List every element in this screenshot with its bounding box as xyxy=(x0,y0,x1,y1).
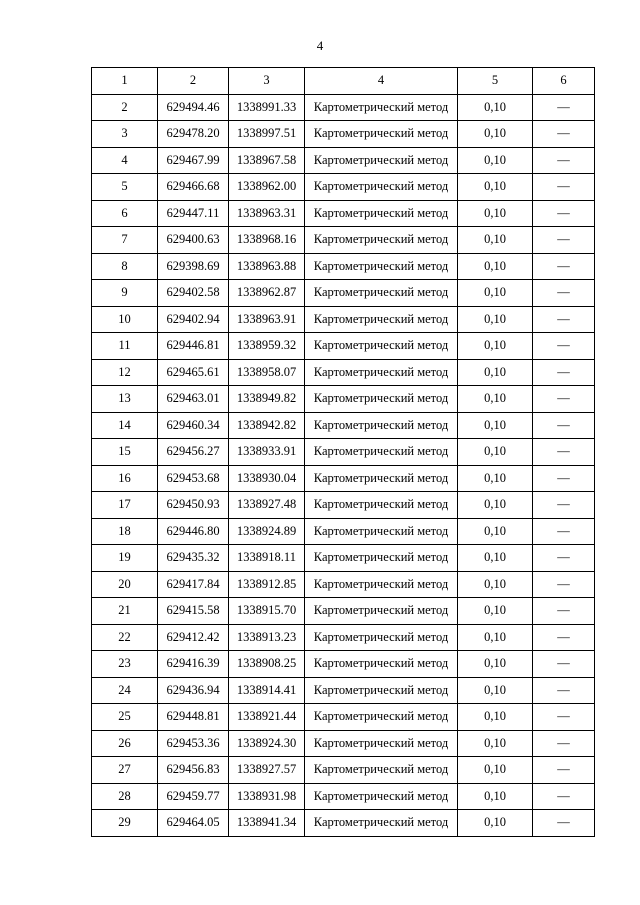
x-coordinate-cell: 629416.39 xyxy=(158,651,229,678)
x-coordinate-cell: 629456.83 xyxy=(158,757,229,784)
table-row xyxy=(92,227,595,254)
table-row xyxy=(92,598,595,625)
accuracy-cell: 0,10 xyxy=(458,492,533,519)
method-cell: Картометрический метод xyxy=(305,227,458,254)
accuracy-cell: 0,10 xyxy=(458,412,533,439)
y-coordinate-cell: 1338962.00 xyxy=(229,174,305,201)
x-coordinate-cell: 629435.32 xyxy=(158,545,229,572)
method-cell: Картометрический метод xyxy=(305,545,458,572)
accuracy-cell: 0,10 xyxy=(458,465,533,492)
method-cell: Картометрический метод xyxy=(305,333,458,360)
table-row xyxy=(92,121,595,148)
method-cell: Картометрический метод xyxy=(305,147,458,174)
accuracy-cell: 0,10 xyxy=(458,174,533,201)
method-cell: Картометрический метод xyxy=(305,280,458,307)
table-row xyxy=(92,757,595,784)
table-row xyxy=(92,333,595,360)
point-number-cell: 28 xyxy=(92,783,158,810)
accuracy-cell: 0,10 xyxy=(458,306,533,333)
method-cell: Картометрический метод xyxy=(305,253,458,280)
x-coordinate-cell: 629478.20 xyxy=(158,121,229,148)
method-cell: Картометрический метод xyxy=(305,492,458,519)
y-coordinate-cell: 1338959.32 xyxy=(229,333,305,360)
table-row xyxy=(92,94,595,121)
table-row xyxy=(92,465,595,492)
method-cell: Картометрический метод xyxy=(305,571,458,598)
x-coordinate-cell: 629398.69 xyxy=(158,253,229,280)
x-coordinate-cell: 629446.80 xyxy=(158,518,229,545)
table-row xyxy=(92,545,595,572)
accuracy-cell: 0,10 xyxy=(458,810,533,837)
table-row xyxy=(92,359,595,386)
description-cell: — xyxy=(533,306,595,333)
description-cell: — xyxy=(533,704,595,731)
y-coordinate-cell: 1338962.87 xyxy=(229,280,305,307)
x-coordinate-cell: 629448.81 xyxy=(158,704,229,731)
description-cell: — xyxy=(533,386,595,413)
description-cell: — xyxy=(533,227,595,254)
table-row xyxy=(92,412,595,439)
description-cell: — xyxy=(533,333,595,360)
x-coordinate-cell: 629467.99 xyxy=(158,147,229,174)
point-number-cell: 9 xyxy=(92,280,158,307)
x-coordinate-cell: 629463.01 xyxy=(158,386,229,413)
point-number-cell: 17 xyxy=(92,492,158,519)
description-cell: — xyxy=(533,174,595,201)
x-coordinate-cell: 629456.27 xyxy=(158,439,229,466)
y-coordinate-cell: 1338931.98 xyxy=(229,783,305,810)
description-cell: — xyxy=(533,439,595,466)
description-cell: — xyxy=(533,465,595,492)
header-cell: 2 xyxy=(158,68,229,95)
y-coordinate-cell: 1338949.82 xyxy=(229,386,305,413)
y-coordinate-cell: 1338927.57 xyxy=(229,757,305,784)
method-cell: Картометрический метод xyxy=(305,757,458,784)
y-coordinate-cell: 1338968.16 xyxy=(229,227,305,254)
description-cell: — xyxy=(533,280,595,307)
point-number-cell: 11 xyxy=(92,333,158,360)
point-number-cell: 15 xyxy=(92,439,158,466)
y-coordinate-cell: 1338915.70 xyxy=(229,598,305,625)
description-cell: — xyxy=(533,598,595,625)
y-coordinate-cell: 1338913.23 xyxy=(229,624,305,651)
accuracy-cell: 0,10 xyxy=(458,598,533,625)
y-coordinate-cell: 1338930.04 xyxy=(229,465,305,492)
table-row xyxy=(92,677,595,704)
x-coordinate-cell: 629415.58 xyxy=(158,598,229,625)
method-cell: Картометрический метод xyxy=(305,359,458,386)
accuracy-cell: 0,10 xyxy=(458,147,533,174)
accuracy-cell: 0,10 xyxy=(458,439,533,466)
method-cell: Картометрический метод xyxy=(305,439,458,466)
description-cell: — xyxy=(533,757,595,784)
y-coordinate-cell: 1338921.44 xyxy=(229,704,305,731)
header-cell: 4 xyxy=(305,68,458,95)
accuracy-cell: 0,10 xyxy=(458,280,533,307)
y-coordinate-cell: 1338963.31 xyxy=(229,200,305,227)
point-number-cell: 27 xyxy=(92,757,158,784)
y-coordinate-cell: 1338924.89 xyxy=(229,518,305,545)
description-cell: — xyxy=(533,518,595,545)
y-coordinate-cell: 1338941.34 xyxy=(229,810,305,837)
header-cell: 3 xyxy=(229,68,305,95)
point-number-cell: 25 xyxy=(92,704,158,731)
x-coordinate-cell: 629459.77 xyxy=(158,783,229,810)
point-number-cell: 20 xyxy=(92,571,158,598)
y-coordinate-cell: 1338912.85 xyxy=(229,571,305,598)
method-cell: Картометрический метод xyxy=(305,174,458,201)
method-cell: Картометрический метод xyxy=(305,200,458,227)
accuracy-cell: 0,10 xyxy=(458,200,533,227)
accuracy-cell: 0,10 xyxy=(458,518,533,545)
table-row xyxy=(92,492,595,519)
accuracy-cell: 0,10 xyxy=(458,227,533,254)
y-coordinate-cell: 1338942.82 xyxy=(229,412,305,439)
accuracy-cell: 0,10 xyxy=(458,359,533,386)
point-number-cell: 24 xyxy=(92,677,158,704)
method-cell: Картометрический метод xyxy=(305,598,458,625)
accuracy-cell: 0,10 xyxy=(458,677,533,704)
y-coordinate-cell: 1338963.88 xyxy=(229,253,305,280)
table-row xyxy=(92,174,595,201)
y-coordinate-cell: 1338958.07 xyxy=(229,359,305,386)
accuracy-cell: 0,10 xyxy=(458,253,533,280)
description-cell: — xyxy=(533,412,595,439)
accuracy-cell: 0,10 xyxy=(458,333,533,360)
x-coordinate-cell: 629400.63 xyxy=(158,227,229,254)
description-cell: — xyxy=(533,147,595,174)
method-cell: Картометрический метод xyxy=(305,783,458,810)
table-row xyxy=(92,306,595,333)
table-row xyxy=(92,651,595,678)
page-number: 4 xyxy=(316,38,324,53)
method-cell: Картометрический метод xyxy=(305,94,458,121)
description-cell: — xyxy=(533,651,595,678)
y-coordinate-cell: 1338933.91 xyxy=(229,439,305,466)
table-row xyxy=(92,147,595,174)
description-cell: — xyxy=(533,624,595,651)
accuracy-cell: 0,10 xyxy=(458,730,533,757)
x-coordinate-cell: 629450.93 xyxy=(158,492,229,519)
coordinates-table xyxy=(91,67,595,837)
description-cell: — xyxy=(533,545,595,572)
x-coordinate-cell: 629494.46 xyxy=(158,94,229,121)
point-number-cell: 2 xyxy=(92,94,158,121)
accuracy-cell: 0,10 xyxy=(458,783,533,810)
method-cell: Картометрический метод xyxy=(305,386,458,413)
point-number-cell: 26 xyxy=(92,730,158,757)
accuracy-cell: 0,10 xyxy=(458,94,533,121)
description-cell: — xyxy=(533,94,595,121)
x-coordinate-cell: 629460.34 xyxy=(158,412,229,439)
accuracy-cell: 0,10 xyxy=(458,121,533,148)
table-body xyxy=(92,94,595,836)
accuracy-cell: 0,10 xyxy=(458,386,533,413)
y-coordinate-cell: 1338908.25 xyxy=(229,651,305,678)
point-number-cell: 22 xyxy=(92,624,158,651)
x-coordinate-cell: 629412.42 xyxy=(158,624,229,651)
point-number-cell: 4 xyxy=(92,147,158,174)
description-cell: — xyxy=(533,121,595,148)
accuracy-cell: 0,10 xyxy=(458,545,533,572)
x-coordinate-cell: 629464.05 xyxy=(158,810,229,837)
point-number-cell: 14 xyxy=(92,412,158,439)
x-coordinate-cell: 629417.84 xyxy=(158,571,229,598)
point-number-cell: 12 xyxy=(92,359,158,386)
description-cell: — xyxy=(533,677,595,704)
x-coordinate-cell: 629402.58 xyxy=(158,280,229,307)
table-row xyxy=(92,571,595,598)
header-cell: 1 xyxy=(92,68,158,95)
table-row xyxy=(92,704,595,731)
method-cell: Картометрический метод xyxy=(305,704,458,731)
point-number-cell: 19 xyxy=(92,545,158,572)
method-cell: Картометрический метод xyxy=(305,306,458,333)
table-row xyxy=(92,253,595,280)
table-row xyxy=(92,280,595,307)
table-row xyxy=(92,200,595,227)
y-coordinate-cell: 1338927.48 xyxy=(229,492,305,519)
point-number-cell: 6 xyxy=(92,200,158,227)
method-cell: Картометрический метод xyxy=(305,465,458,492)
x-coordinate-cell: 629466.68 xyxy=(158,174,229,201)
x-coordinate-cell: 629436.94 xyxy=(158,677,229,704)
table-row xyxy=(92,783,595,810)
method-cell: Картометрический метод xyxy=(305,412,458,439)
description-cell: — xyxy=(533,200,595,227)
method-cell: Картометрический метод xyxy=(305,121,458,148)
table-row xyxy=(92,624,595,651)
table-row xyxy=(92,518,595,545)
description-cell: — xyxy=(533,783,595,810)
x-coordinate-cell: 629453.68 xyxy=(158,465,229,492)
table-row xyxy=(92,730,595,757)
description-cell: — xyxy=(533,730,595,757)
point-number-cell: 10 xyxy=(92,306,158,333)
x-coordinate-cell: 629453.36 xyxy=(158,730,229,757)
point-number-cell: 7 xyxy=(92,227,158,254)
y-coordinate-cell: 1338918.11 xyxy=(229,545,305,572)
accuracy-cell: 0,10 xyxy=(458,704,533,731)
description-cell: — xyxy=(533,253,595,280)
point-number-cell: 23 xyxy=(92,651,158,678)
accuracy-cell: 0,10 xyxy=(458,571,533,598)
x-coordinate-cell: 629446.81 xyxy=(158,333,229,360)
x-coordinate-cell: 629447.11 xyxy=(158,200,229,227)
y-coordinate-cell: 1338991.33 xyxy=(229,94,305,121)
table-row xyxy=(92,386,595,413)
y-coordinate-cell: 1338914.41 xyxy=(229,677,305,704)
method-cell: Картометрический метод xyxy=(305,518,458,545)
point-number-cell: 18 xyxy=(92,518,158,545)
point-number-cell: 8 xyxy=(92,253,158,280)
description-cell: — xyxy=(533,571,595,598)
description-cell: — xyxy=(533,492,595,519)
method-cell: Картометрический метод xyxy=(305,810,458,837)
method-cell: Картометрический метод xyxy=(305,624,458,651)
point-number-cell: 5 xyxy=(92,174,158,201)
y-coordinate-cell: 1338967.58 xyxy=(229,147,305,174)
table-row xyxy=(92,810,595,837)
accuracy-cell: 0,10 xyxy=(458,651,533,678)
y-coordinate-cell: 1338924.30 xyxy=(229,730,305,757)
description-cell: — xyxy=(533,359,595,386)
method-cell: Картометрический метод xyxy=(305,651,458,678)
y-coordinate-cell: 1338963.91 xyxy=(229,306,305,333)
x-coordinate-cell: 629402.94 xyxy=(158,306,229,333)
table-header-row xyxy=(92,68,595,95)
point-number-cell: 21 xyxy=(92,598,158,625)
method-cell: Картометрический метод xyxy=(305,677,458,704)
point-number-cell: 16 xyxy=(92,465,158,492)
accuracy-cell: 0,10 xyxy=(458,757,533,784)
method-cell: Картометрический метод xyxy=(305,730,458,757)
accuracy-cell: 0,10 xyxy=(458,624,533,651)
header-cell: 5 xyxy=(458,68,533,95)
description-cell: — xyxy=(533,810,595,837)
point-number-cell: 3 xyxy=(92,121,158,148)
point-number-cell: 29 xyxy=(92,810,158,837)
point-number-cell: 13 xyxy=(92,386,158,413)
y-coordinate-cell: 1338997.51 xyxy=(229,121,305,148)
table-row xyxy=(92,439,595,466)
x-coordinate-cell: 629465.61 xyxy=(158,359,229,386)
header-cell: 6 xyxy=(533,68,595,95)
